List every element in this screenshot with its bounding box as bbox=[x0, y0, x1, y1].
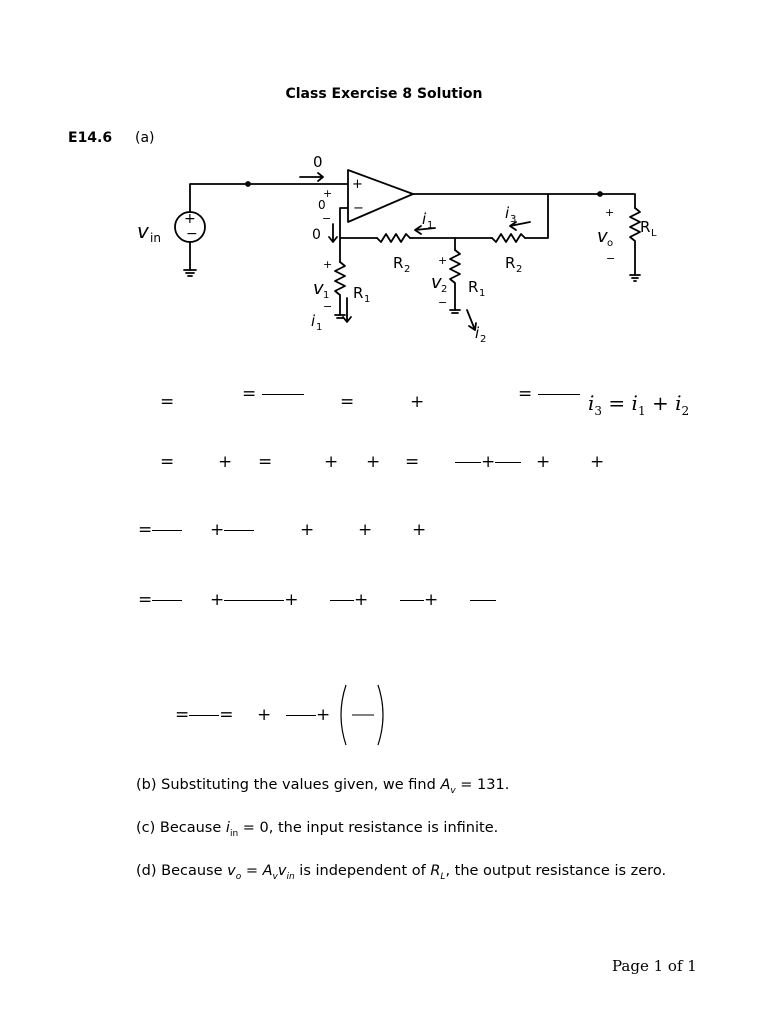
eq-row2-t1: = bbox=[160, 452, 175, 472]
part-b-text: (b) Substituting the values given, we find $A_v = 131$. bbox=[136, 777, 510, 796]
page-footer: Page 1 of 1 bbox=[612, 957, 697, 975]
svg-text:2: 2 bbox=[404, 264, 411, 275]
svg-text:1: 1 bbox=[316, 322, 323, 333]
part-c-text: (c) Because $i_{in} = 0$, the input resistance is infinite. bbox=[136, 820, 499, 839]
eq-row3-t4: + bbox=[358, 520, 373, 540]
svg-text:R: R bbox=[393, 254, 404, 272]
r2-right-resistor bbox=[492, 234, 525, 242]
eq-row2-t4: + bbox=[324, 452, 339, 472]
svg-text:2: 2 bbox=[480, 334, 487, 345]
svg-text:o: o bbox=[607, 238, 614, 249]
rl-resistor bbox=[630, 208, 640, 275]
svg-text:+: + bbox=[323, 187, 333, 200]
eq-row5-t1: = = bbox=[175, 705, 234, 725]
svg-text:−: − bbox=[353, 201, 364, 216]
vin-plus: + bbox=[184, 211, 196, 227]
eq-row2-t8: + bbox=[536, 452, 551, 472]
eq-row3-t2: + bbox=[210, 520, 254, 540]
svg-text:i: i bbox=[505, 204, 510, 222]
eq-row5-paren-group bbox=[334, 683, 390, 747]
eq-row4-t4: + bbox=[330, 590, 368, 610]
eq-row3-t3: + bbox=[300, 520, 315, 540]
svg-text:v: v bbox=[313, 278, 324, 299]
eq-row2-t6: = bbox=[405, 452, 420, 472]
eq-row2-t9: + bbox=[590, 452, 605, 472]
svg-text:1: 1 bbox=[364, 294, 371, 305]
svg-text:+: + bbox=[605, 206, 615, 219]
eq-row2-t2: + bbox=[218, 452, 233, 472]
svg-text:in: in bbox=[150, 231, 161, 245]
eq-row5-t3: + bbox=[257, 705, 272, 725]
svg-text:L: L bbox=[651, 228, 657, 239]
eq-row3-t1: = bbox=[138, 520, 182, 540]
svg-text:−: − bbox=[323, 300, 333, 313]
circuit-diagram bbox=[135, 150, 665, 345]
svg-text:i: i bbox=[475, 324, 480, 342]
eq-row1-equals-2: = bbox=[242, 384, 304, 404]
vin-minus: − bbox=[186, 226, 198, 242]
svg-text:2: 2 bbox=[441, 284, 448, 295]
svg-text:0: 0 bbox=[312, 227, 321, 243]
eq-row2-t3: = bbox=[258, 452, 273, 472]
r2-left-resistor bbox=[377, 234, 410, 242]
eq-row2-t5: + bbox=[366, 452, 381, 472]
problem-number: E14.6 bbox=[68, 130, 113, 146]
eq-row2-frac-group: + bbox=[455, 452, 521, 472]
svg-text:R: R bbox=[353, 284, 364, 302]
r1-left-resistor bbox=[335, 262, 345, 315]
svg-text:2: 2 bbox=[516, 264, 523, 275]
svg-text:v: v bbox=[137, 219, 149, 243]
svg-text:−: − bbox=[322, 212, 332, 225]
part-a-label: (a) bbox=[135, 130, 155, 146]
svg-text:1: 1 bbox=[323, 290, 330, 301]
svg-text:+: + bbox=[352, 177, 363, 192]
eq-row5-t4: + bbox=[286, 705, 330, 725]
svg-text:R: R bbox=[640, 218, 651, 236]
svg-text:−: − bbox=[606, 252, 616, 265]
r1-right-resistor bbox=[450, 250, 460, 310]
svg-text:v: v bbox=[597, 226, 608, 247]
eq-row4-t2: + + bbox=[210, 590, 299, 610]
svg-text:i: i bbox=[422, 210, 427, 228]
svg-text:i: i bbox=[311, 312, 316, 330]
eq-row1-equals-1: = bbox=[160, 392, 175, 412]
eq-row3-t5: + bbox=[412, 520, 427, 540]
svg-text:1: 1 bbox=[479, 288, 486, 299]
eq-row1-equals-3: = bbox=[340, 392, 355, 412]
eq-row1-equals-4: = bbox=[518, 384, 580, 404]
eq-row4-t5: + bbox=[400, 590, 438, 610]
svg-text:3: 3 bbox=[510, 214, 517, 225]
svg-text:0: 0 bbox=[313, 153, 323, 171]
svg-text:1: 1 bbox=[427, 220, 434, 231]
part-d-text: (d) Because $v_o = A_vv_{in}$ is independent of $R_L$, the output resistance is zero. bbox=[136, 863, 667, 882]
svg-text:+: + bbox=[438, 254, 448, 267]
svg-text:R: R bbox=[505, 254, 516, 272]
eq-row4-t1: = bbox=[138, 590, 182, 610]
page-title: Class Exercise 8 Solution bbox=[285, 86, 483, 102]
svg-text:0: 0 bbox=[318, 198, 326, 212]
svg-text:−: − bbox=[438, 296, 448, 309]
svg-text:v: v bbox=[431, 272, 442, 293]
eq-i3-equation: $i_3 = i_1 + i_2$ bbox=[588, 391, 690, 418]
eq-row1-plus: + bbox=[410, 392, 425, 412]
svg-text:+: + bbox=[323, 258, 333, 271]
svg-text:R: R bbox=[468, 278, 479, 296]
eq-row4-tail bbox=[470, 590, 496, 610]
